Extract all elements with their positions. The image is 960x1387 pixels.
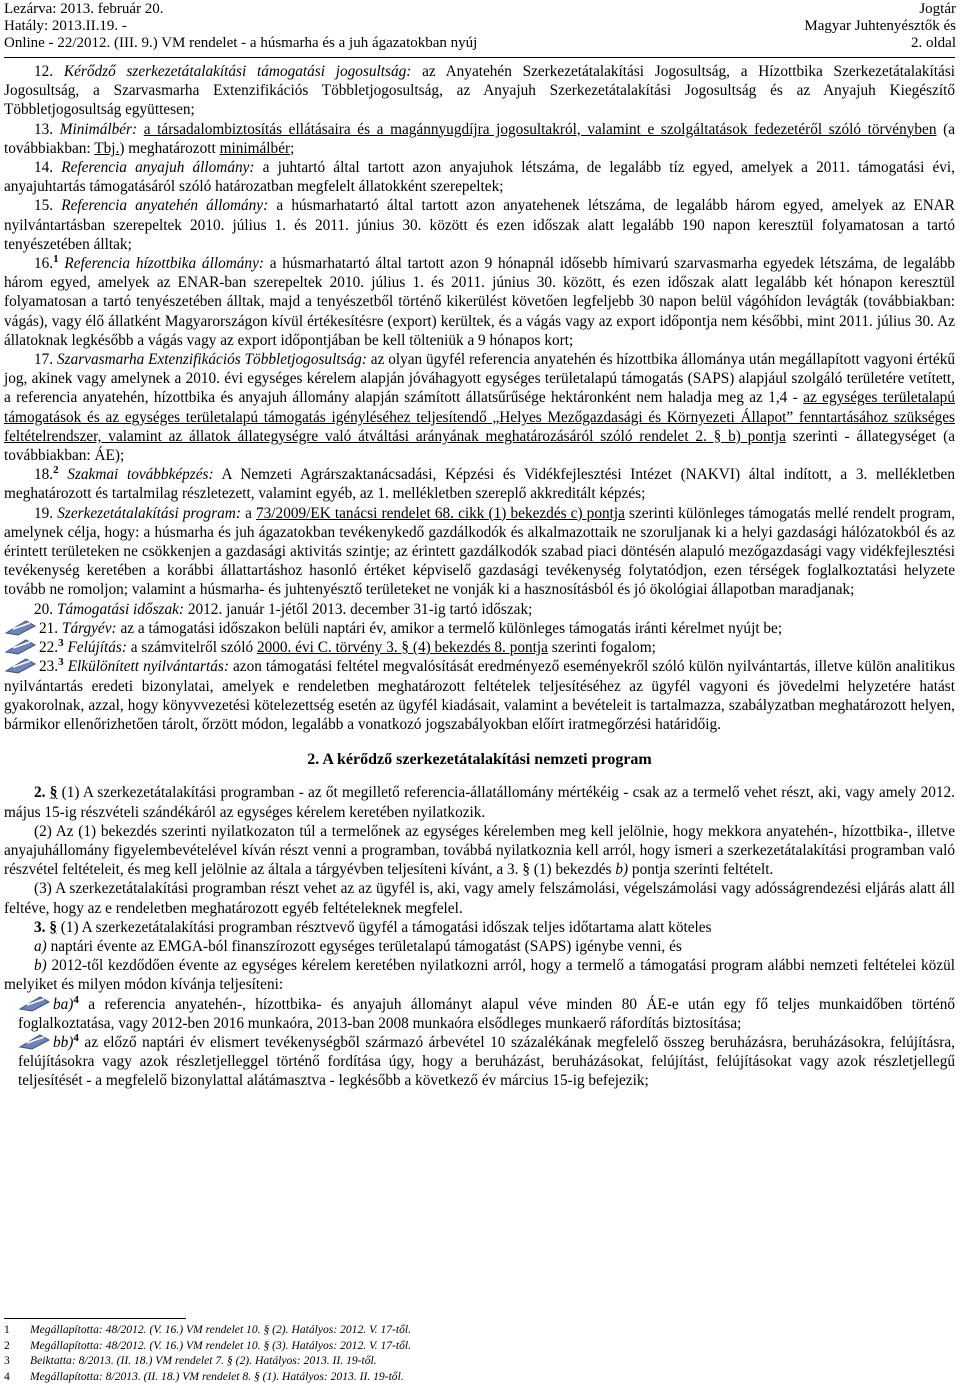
footnotes — [4, 1322, 944, 1385]
header-right-3: 2. oldal — [911, 35, 956, 51]
definition-item: 19. Szerkezetátalakítási program: a 73/2009/EK tanácsi rendelet 68. cikk (1) bekezdés c) pontja szerinti különleges támogatás mellé rendelt program, amelynek célja, hogy: a húsmarha és juh ágazatokban tevékenykedő gazdálkodók és alkalmazottaik ne szoruljanak ki a helyi gazdasági hálózatokból és az érintett területeken ne csökkenjen a gazdasági aktivitás szintje; az érintett gazdálkodók szabad piaci döntésén alapuló mezőgazdasági vagy vidékfejlesztési tevékenység keretében a korábbi állattartáshoz hasonló értéket képviselő gazdasági tevékenység folytatódjon, ezen térségek foglalkoztatási helyzete tovább ne romoljon; valamint a húsmarha- és juhtenyésztő területeket ne vonják ki a hasznosításból és jó ökológiai állapotban maradjanak; — [4, 504, 956, 599]
header-right-1: Jogtár — [919, 1, 956, 17]
footnote-ref[interactable]: 2 — [53, 464, 59, 477]
amendment-marker-icon[interactable] — [18, 995, 52, 1012]
footnote-rule — [4, 1318, 186, 1319]
definition-item: 14. Referencia anyajuh állomány: a juhtartó által tartott azon anyajuhok létszáma, de legalább tíz egyed, amelyek a 2011. támogatási évi, anyajuhtartás támogatásáról szóló határozatban megfelelt állatokként szerepeltek; — [4, 159, 955, 196]
footnote: 2 Megállapította: 48/2012. (V. 16.) VM rendelet 10. § (3). Hatályos: 2012. V. 17-től. — [4, 1338, 412, 1352]
definition-term: Minimálbér: — [59, 120, 138, 138]
definition-term: Tárgyév: — [61, 619, 117, 637]
footnote-ref[interactable]: 4 — [73, 1031, 79, 1044]
footnote-ref[interactable]: 3 — [58, 656, 64, 669]
document-body — [4, 62, 955, 1091]
paragraph-sign-link[interactable]: § — [49, 918, 57, 936]
list-item: a) naptári évente az EMGA-ból finanszírozott egységes területalapú támogatást (SAPS) igénybe venni, és — [34, 937, 682, 955]
amendment-marker-icon[interactable] — [18, 1033, 52, 1050]
law-link[interactable]: a társadalombiztosítás ellátásaira és a magánnyugdíjra jogosultakról, valamint e szolgáltatások fedezetéről szóló törvényben — [143, 120, 937, 138]
definition-item: 16.$^1$ Referencia hízottbika állomány: a húsmarhatartó által tartott azon 9 hónapnál idősebb hímivarú szarvasmarha egyedek létszáma, de legalább három egyed, amelyek az ENAR-ban szerepeltek 2010. július 1. és 2011. június 30. között, és ezen időszak alatt legalább két hónapon keresztül folyamatosan a tartó tenyészetében álltak, majd a tenyészetből történő kikerülést követően legfeljebb 30 napon belül vágóhídon levágták (továbbiakban: vágás), vagy élő állatként Magyarországon kívül értékesítésre (export) kerültek, és a vágás vagy az export időpontja nem későbbi, mint 2011. július 30. Az állatoknak legkésőbb a vágás vagy az export időpontjában be kell tölteniük a 9 hónapos kort; — [4, 253, 955, 349]
law-link[interactable]: 73/2009/EK tanácsi rendelet 68. cikk (1) bekezdés c) pontja — [256, 504, 625, 522]
definition-term: Referencia anyatehén állomány: — [61, 197, 269, 215]
footnote: 1 Megállapította: 48/2012. (V. 16.) VM rendelet 10. § (2). Hatályos: 2012. V. 17-től. — [4, 1323, 412, 1336]
footnote: 3 Beiktatta: 8/2013. (II. 18.) VM rendelet 7. § (2). Hatályos: 2013. II. 19-től. — [4, 1354, 377, 1368]
amendment-marker-icon[interactable] — [4, 638, 38, 655]
page-header — [0, 0, 960, 56]
definition-item: 21. Tárgyév: az a támogatási időszakon belüli naptári év, amikor a termelő különleges támogatás iránti kérelmet nyújt be; — [4, 619, 955, 638]
definition-item: 23.$^3$ Elkülönített nyilvántartás: azon támogatási feltétel megvalósítását eredményező eseményekről szóló külön nyilvántartás, illetve külön analitikus nyilvántartás eredeti bizonylatai, amelyek e rendeletben meghatározott feltételek teljesítéséhez az ügyfél vagyoni és jövedelmi helyzetére hatást gyakorolnak, azzal, hogy könyvvezetési kötelezettség esetén az ügyfél kiadásait, valamint a bevételeit is tartalmazza, szabályzatban meghatározott helyen, bármikor ellenőrizhetően tárolt, őrzött módon, legalább a vonatkozó jogszabályokban előírt iratmegőrzési határidőig. — [4, 656, 956, 733]
paragraph: 3. § (1) A szerkezetátalakítási programban résztvevő ügyfél a támogatási időszak teljes időtartama alatt köteles — [34, 918, 712, 936]
amendment-marker-icon[interactable] — [4, 657, 38, 674]
definition-term: Felújítás: — [67, 639, 127, 657]
definition-term: Szerkezetátalakítási program: — [57, 504, 241, 522]
amendment-marker-icon[interactable] — [4, 619, 38, 636]
definition-term: Támogatási időszak: — [56, 600, 185, 618]
footnote-ref[interactable]: 4 — [73, 993, 79, 1006]
definition-term: Referencia hízottbika állomány: — [64, 255, 264, 273]
definition-item: 12. Kérődző szerkezetátalakítási támogatási jogosultság: az Anyatehén Szerkezetátalakítási Jogosultság, a Hízottbika Szerkezetátalakítási Jogosultság, a Szarvasmarha Extenzifikációs Többletjogosultság, az Anyajuh Szerkezetátalakítási Jogosultság és az Anyajuh Kiegészítő Többletjogosultság együttesen; — [4, 63, 956, 119]
definition-item: 17. Szarvasmarha Extenzifikációs Többletjogosultság: az olyan ügyfél referencia anyatehén és hízottbika állománya után megállapított vagyoni értékű jog, akinek vagy amelynek a 2010. évi egységes kérelem alapján jóváhagyott egységes területalapú támogatás (SAPS) alapjául szolgáló területére vetített, a referencia anyatehén, hízottbika és anyajuh állomány alapján számított állatsűrűsége hektáronként nem haladja meg az 1,4 - az egységes területalapú támogatások és az egységes területalapú támogatás igényléséhez teljesítendő „Helyes Mezőgazdasági és Környezeti Állapot” fenntartásához szükséges feltételrendszer, valamint az állatok állategységre való átváltási arányának meghatározásáról szóló rendelet 2. § b) pontja szerinti - állategységet (a továbbiakban: ÁE); — [4, 351, 956, 465]
definition-item: 18.$^2$ Szakmai továbbképzés: A Nemzeti Agrárszaktanácsadási, Képzési és Vidékfejlesztési Intézet (NAKVI) által indított, a 3. mellékletben meghatározott és tartalmilag részletezett, valamint egyéb, az 1. mellékletben szereplő akkreditált képzés; — [4, 464, 955, 503]
paragraph: (2) Az (1) bekezdés szerinti nyilatkozaton túl a termelőnek az egységes kérelemben meg kell jelölnie, hogy mekkora anyatehén-, hízottbika-, illetve anyajuhállomány figyelembevételével kíván részt venni a programban, továbbá nyilatkoznia kell arról, hogy ismeri a szerkezetátalakítási programban való részvétel feltételeit, és meg kell jelölnie az általa a tárgyévben teljesíteni kívánt, a 3. § (1) bekezdés b) pontja szerinti feltételt. — [4, 822, 955, 879]
footnote-ref[interactable]: 1 — [53, 253, 59, 266]
definition-term: Szarvasmarha Extenzifikációs Többletjogosultság: — [56, 351, 367, 369]
paragraph: 2. § (1) A szerkezetátalakítási programban - az őt megillető referencia-állatállomány mértékéig - csak az a termelő vehet részt, aki, vagy amely 2012. május 15-ig részvételi szándékáról az egységes kérelem keretében nyilatkozik. — [4, 784, 956, 821]
header-right-2: Magyar Juhtenyésztők és — [804, 18, 956, 34]
definition-item: 13. Minimálbér: a társadalombiztosítás ellátásaira és a magánnyugdíjra jogosultakról, valamint e szolgáltatások fedezetéről szóló törvényben (a továbbiakban: Tbj.) meghatározott minimálbér; — [4, 120, 956, 157]
paragraph-sign-link[interactable]: § — [49, 784, 58, 802]
law-link[interactable]: az egységes területalapú támogatások és az egységes területalapú támogatás igényléséhez teljesítendő „Helyes Mezőgazdasági és Környezeti Állapot” fenntartásához szükséges feltételrendszer, valamint az állatok állategységre való átváltási arányának meghatározásáról szóló rendelet 2. § b) pontja — [4, 389, 955, 445]
footnote: 4 Megállapította: 8/2013. (II. 18.) VM rendelet 8. § (1). Hatályos: 2013. II. 19-től. — [4, 1370, 404, 1384]
header-left-3: Online - 22/2012. (III. 9.) VM rendelet - a húsmarha és a juh ágazatokban nyúj — [4, 35, 478, 51]
definition-term: Elkülönített nyilvántartás: — [67, 658, 229, 676]
law-link[interactable]: minimálbér — [219, 139, 291, 157]
header-rule — [4, 57, 955, 58]
definition-item: 15. Referencia anyatehén állomány: a húsmarhatartó által tartott azon anyatehenek létszáma, de legalább három egyed, amelyek az ENAR nyilvántartásban szerepeltek 2010. július 1. és 2011. június 30. között és ezen időszak alatt legalább 190 napon keresztül folyamatosan a tartó tenyészetében álltak; — [4, 197, 956, 253]
definition-term: Szakmai továbbképzés: — [67, 466, 214, 484]
footnote-ref[interactable]: 3 — [58, 637, 64, 650]
section-heading: 2. A kérődző szerkezetátalakítási nemzeti program — [307, 751, 652, 769]
header-left-1: Lezárva: 2013. február 20. — [4, 1, 164, 17]
definition-item: 20. Támogatási időszak: 2012. január 1-jétől 2013. december 31-ig tartó időszak; — [34, 600, 533, 618]
law-link[interactable]: 2000. évi C. törvény 3. § (4) bekezdés 8. pontja — [256, 639, 548, 657]
list-item: b) 2012-től kezdődően évente az egységes kérelem keretében nyilatkozni arról, hogy a termelő a támogatási program alábbi nemzeti feltételei közül melyiket és milyen módon kívánja teljesíteni: — [4, 957, 955, 994]
law-link[interactable]: Tbj. — [94, 139, 120, 157]
list-item: bb)$^4$ az előző naptári év elismert tevékenységből származó árbevétel 10 százalékának megfelelő összeg beruházásra, beruházásokra, felújításra, felújításokra vagy azok részletjelleggel történő fordítása úgy, hogy a beruházást, beruházásokat, felújítást, felújításokat vagy azok részletjellegű teljesítését - a megfelelő bizonylattal alátámasztva - legkésőbb a következő év március 15-ig befejezik; — [18, 1031, 955, 1090]
header-left-2: Hatály: 2013.II.19. - — [4, 18, 127, 34]
definition-term: Referencia anyajuh állomány: — [61, 159, 255, 177]
paragraph: (3) A szerkezetátalakítási programban részt vehet az az ügyfél is, aki, vagy amely felszámolási, végelszámolási vagy adósságrendezési eljárás alatt áll feltéve, hogy az e rendeletben meghatározott egyéb feltételeknek megfelel. — [4, 880, 955, 917]
definition-item: 22.$^3$ Felújítás: a számvitelről szóló 2000. évi C. törvény 3. § (4) bekezdés 8. pontja szerinti fogalom; — [4, 638, 955, 657]
definition-term: Kérődző szerkezetátalakítási támogatási jogosultság: — [63, 63, 412, 80]
list-item: ba)$^4$ a referencia anyatehén-, hízottbika- és anyajuh állományt alapul véve minden 80 ÁE-e után egy fő teljes munkaidőben történő foglalkoztatása, vagy 2012-ben 2016 munkaóra, 2013-ban 2008 munkaóra elsődleges munkaerő ráfordítás biztosítása; — [18, 993, 956, 1032]
